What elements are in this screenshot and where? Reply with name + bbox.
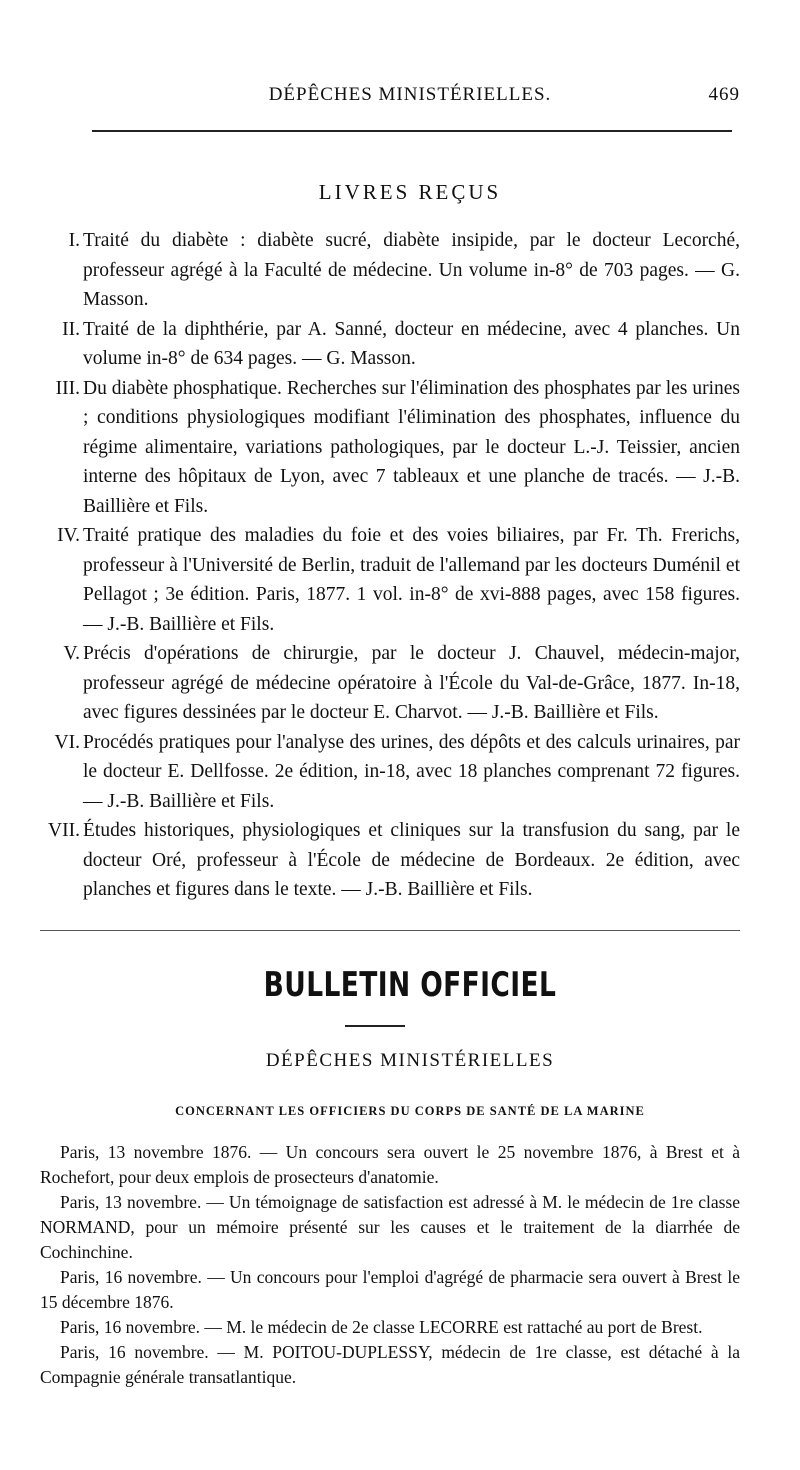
book-item [40, 521, 740, 639]
book-numeral: III. [55, 377, 80, 399]
running-title: DÉPÊCHES MINISTÉRIELLES. [268, 84, 552, 105]
book-entry-text: Études historiques, physiologiques et cliniques sur la transfusion du sang, par le docteur Oré, professeur à l'École de médecine de Bordeaux. 2e édition, avec planches et figures dans le texte. — J.-B. Baillière et Fils. [83, 820, 740, 900]
book-item [40, 728, 740, 817]
dispatch-entry: Paris, 16 novembre. — M. le médecin de 2e classe LECORRE est rattaché au port de Brest. [60, 1317, 703, 1337]
book-numeral: II. [62, 318, 80, 340]
dispatch-entry: Paris, 13 novembre 1876. — Un concours sera ouvert le 25 novembre 1876, à Brest et à Rochefort, pour deux emplois de prosecteurs d'anatomie. [40, 1142, 740, 1187]
book-item [40, 226, 740, 315]
dispatch-entry: Paris, 16 novembre. — Un concours pour l'emploi d'agrégé de pharmacie sera ouvert à Brest le 15 décembre 1876. [40, 1267, 740, 1312]
book-item [40, 639, 740, 728]
book-entry-text: Traité de la diphthérie, par A. Sanné, docteur en médecine, avec 4 planches. Un volume in-8° de 634 pages. — G. Masson. [83, 318, 740, 369]
bulletin-title: BULLETIN OFFICIEL [263, 965, 557, 1005]
book-numeral: I. [68, 230, 80, 251]
book-item [40, 374, 740, 522]
book-numeral: V. [63, 643, 80, 664]
dispatch-list [40, 1140, 740, 1390]
book-numeral: VI. [54, 731, 80, 753]
depeches-subheading: CONCERNANT LES OFFICIERS DU CORPS DE SANTÉ DE LA MARINE [175, 1104, 645, 1118]
book-entry-text: Du diabète phosphatique. Recherches sur l'élimination des phosphates par les urines ; conditions physiologiques modifiant l'élimination des phosphates, influence du régime alimentaire, variations pathologiques, par le docteur L.-J. Teissier, ancien interne des hôpitaux de Lyon, avec 7 tableaux et une planche de tracés. — J.-B. Baillière et Fils. [83, 377, 740, 517]
book-numeral: IV. [57, 525, 80, 546]
page-number: 469 [708, 84, 740, 105]
book-numeral: VII. [48, 820, 80, 841]
running-head [80, 84, 740, 114]
livres-recus-heading: LIVRES REÇUS [318, 180, 502, 204]
book-entry-text: Procédés pratiques pour l'analyse des urines, des dépôts et des calculs urinaires, par le docteur E. Dellfosse. 2e édition, in-18, avec 18 planches comprenant 72 figures. — J.-B. Baillière et Fils. [83, 731, 740, 812]
section-divider-rule [40, 930, 740, 931]
books-list [40, 226, 740, 905]
book-item [40, 816, 740, 905]
depeches-heading: DÉPÊCHES MINISTÉRIELLES [265, 1050, 555, 1071]
header-rule [92, 130, 732, 132]
book-entry-text: Traité pratique des maladies du foie et des voies biliaires, par Fr. Th. Frerichs, professeur à l'Université de Berlin, traduit de l'allemand par les docteurs Duménil et Pellagot ; 3e édition. Paris, 1877. 1 vol. in-8° de xvi-888 pages, avec 158 figures. — J.-B. Baillière et Fils. [83, 525, 740, 635]
dispatch-entry: Paris, 16 novembre. — M. POITOU-DUPLESSY, médecin de 1re classe, est détaché à la Compagnie générale transatlantique. [40, 1342, 740, 1387]
book-entry-text: Traité du diabète : diabète sucré, diabète insipide, par le docteur Lecorché, professeur agrégé à la Faculté de médecine. Un volume in-8° de 703 pages. — G. Masson. [83, 230, 740, 310]
book-entry-text: Précis d'opérations de chirurgie, par le docteur J. Chauvel, médecin-major, professeur agrégé de médecine opératoire à l'École du Val-de-Grâce, 1877. In-18, avec figures dessinées par le docteur E. Charvot. — J.-B. Baillière et Fils. [83, 643, 740, 723]
bulletin-short-rule [345, 1025, 405, 1027]
dispatch-entry: Paris, 13 novembre. — Un témoignage de satisfaction est adressé à M. le médecin de 1re classe NORMAND, pour un mémoire présenté sur les causes et le traitement de la diarrhée de Cochinchine. [40, 1192, 740, 1262]
book-item [40, 315, 740, 374]
